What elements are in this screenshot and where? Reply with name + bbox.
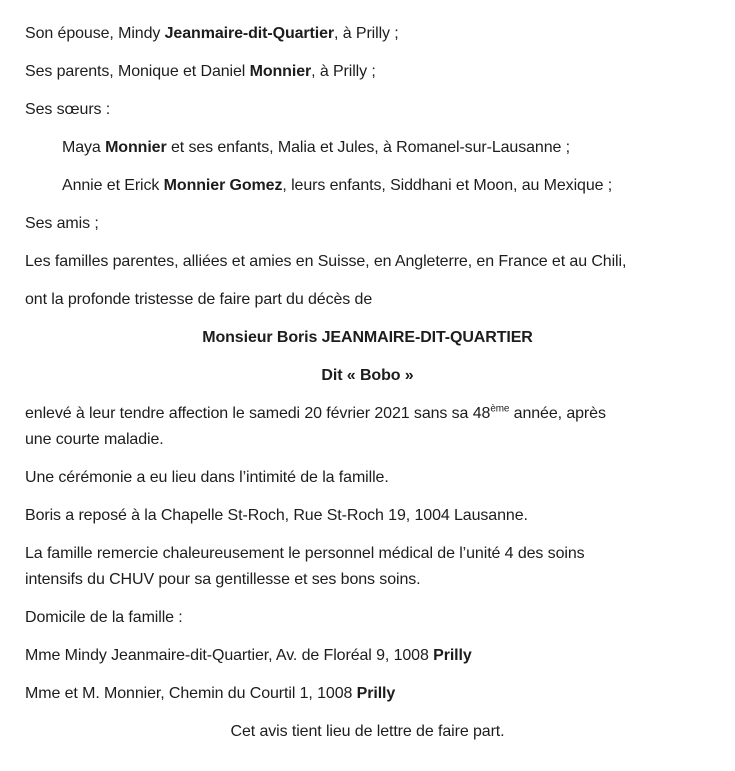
sister-annie-line	[25, 173, 710, 199]
death-details	[25, 401, 710, 453]
text-segment: Domicile de la famille :	[25, 609, 183, 626]
nickname-title	[25, 363, 710, 389]
text-segment: , à Prilly ;	[311, 63, 376, 80]
parents-line	[25, 59, 710, 85]
family-home-heading	[25, 605, 710, 631]
bold-text-segment: Monnier Gomez	[163, 177, 283, 194]
friends-line	[25, 211, 710, 237]
text-segment: Maya	[62, 139, 106, 156]
address-mindy-line	[25, 643, 710, 669]
thanks-line	[25, 541, 710, 593]
sister-maya-line	[25, 135, 710, 161]
text-segment: une courte maladie.	[25, 431, 164, 448]
text-segment: année, après	[509, 405, 606, 422]
text-segment: Les familles parentes, alliées et amies en Suisse, en Angleterre, en France et au Chili,	[25, 253, 627, 270]
obituary-text	[25, 21, 710, 745]
text-segment: Boris a reposé à la Chapelle St-Roch, Rue St-Roch 19, 1004 Lausanne.	[25, 507, 528, 524]
bold-text-segment: Monnier	[105, 139, 167, 156]
text-segment: Une cérémonie a eu lieu dans l’intimité de la famille.	[25, 469, 389, 486]
text-segment: Annie et Erick	[62, 177, 164, 194]
repose-line	[25, 503, 710, 529]
families-line	[25, 249, 710, 275]
superscript-segment: ème	[490, 403, 510, 415]
bold-text-segment: Dit « Bobo »	[321, 367, 414, 384]
bold-text-segment: Monnier	[249, 63, 312, 80]
text-segment: Mme et M. Monnier, Chemin du Courtil 1, 1008	[25, 685, 357, 702]
sisters-heading	[25, 97, 710, 123]
bold-text-segment: Prilly	[356, 685, 396, 702]
bold-text-segment: Jeanmaire-dit-Quartier	[164, 25, 335, 42]
bold-text-segment: Prilly	[433, 647, 472, 664]
text-segment: , leurs enfants, Siddhani et Moon, au Mexique ;	[282, 177, 613, 194]
text-segment: intensifs du CHUV pour sa gentillesse et ses bons soins.	[25, 571, 421, 588]
deceased-name-title	[25, 325, 710, 351]
text-segment: Cet avis tient lieu de lettre de faire part.	[230, 723, 505, 740]
announcement-line	[25, 287, 710, 313]
text-segment: enlevé à leur tendre affection le samedi 20 février 2021 sans sa 48	[25, 405, 491, 422]
closing-line	[25, 719, 710, 745]
text-segment: ont la profonde tristesse de faire part du décès de	[25, 291, 373, 308]
text-segment: Son épouse, Mindy	[25, 25, 165, 42]
address-monnier-line	[25, 681, 710, 707]
text-segment: et ses enfants, Malia et Jules, à Romanel-sur-Lausanne ;	[166, 139, 571, 156]
text-segment: Mme Mindy Jeanmaire-dit-Quartier, Av. de Floréal 9, 1008	[25, 647, 434, 664]
text-segment: Ses parents, Monique et Daniel	[25, 63, 250, 80]
text-segment: Ses amis ;	[25, 215, 99, 232]
text-segment: La famille remercie chaleureusement le personnel médical de l’unité 4 des soins	[25, 545, 585, 562]
ceremony-line	[25, 465, 710, 491]
bold-text-segment: Monsieur Boris JEANMAIRE-DIT-QUARTIER	[202, 329, 533, 346]
spouse-line	[25, 21, 710, 47]
text-segment: Ses sœurs :	[25, 101, 111, 118]
text-segment: , à Prilly ;	[334, 25, 399, 42]
